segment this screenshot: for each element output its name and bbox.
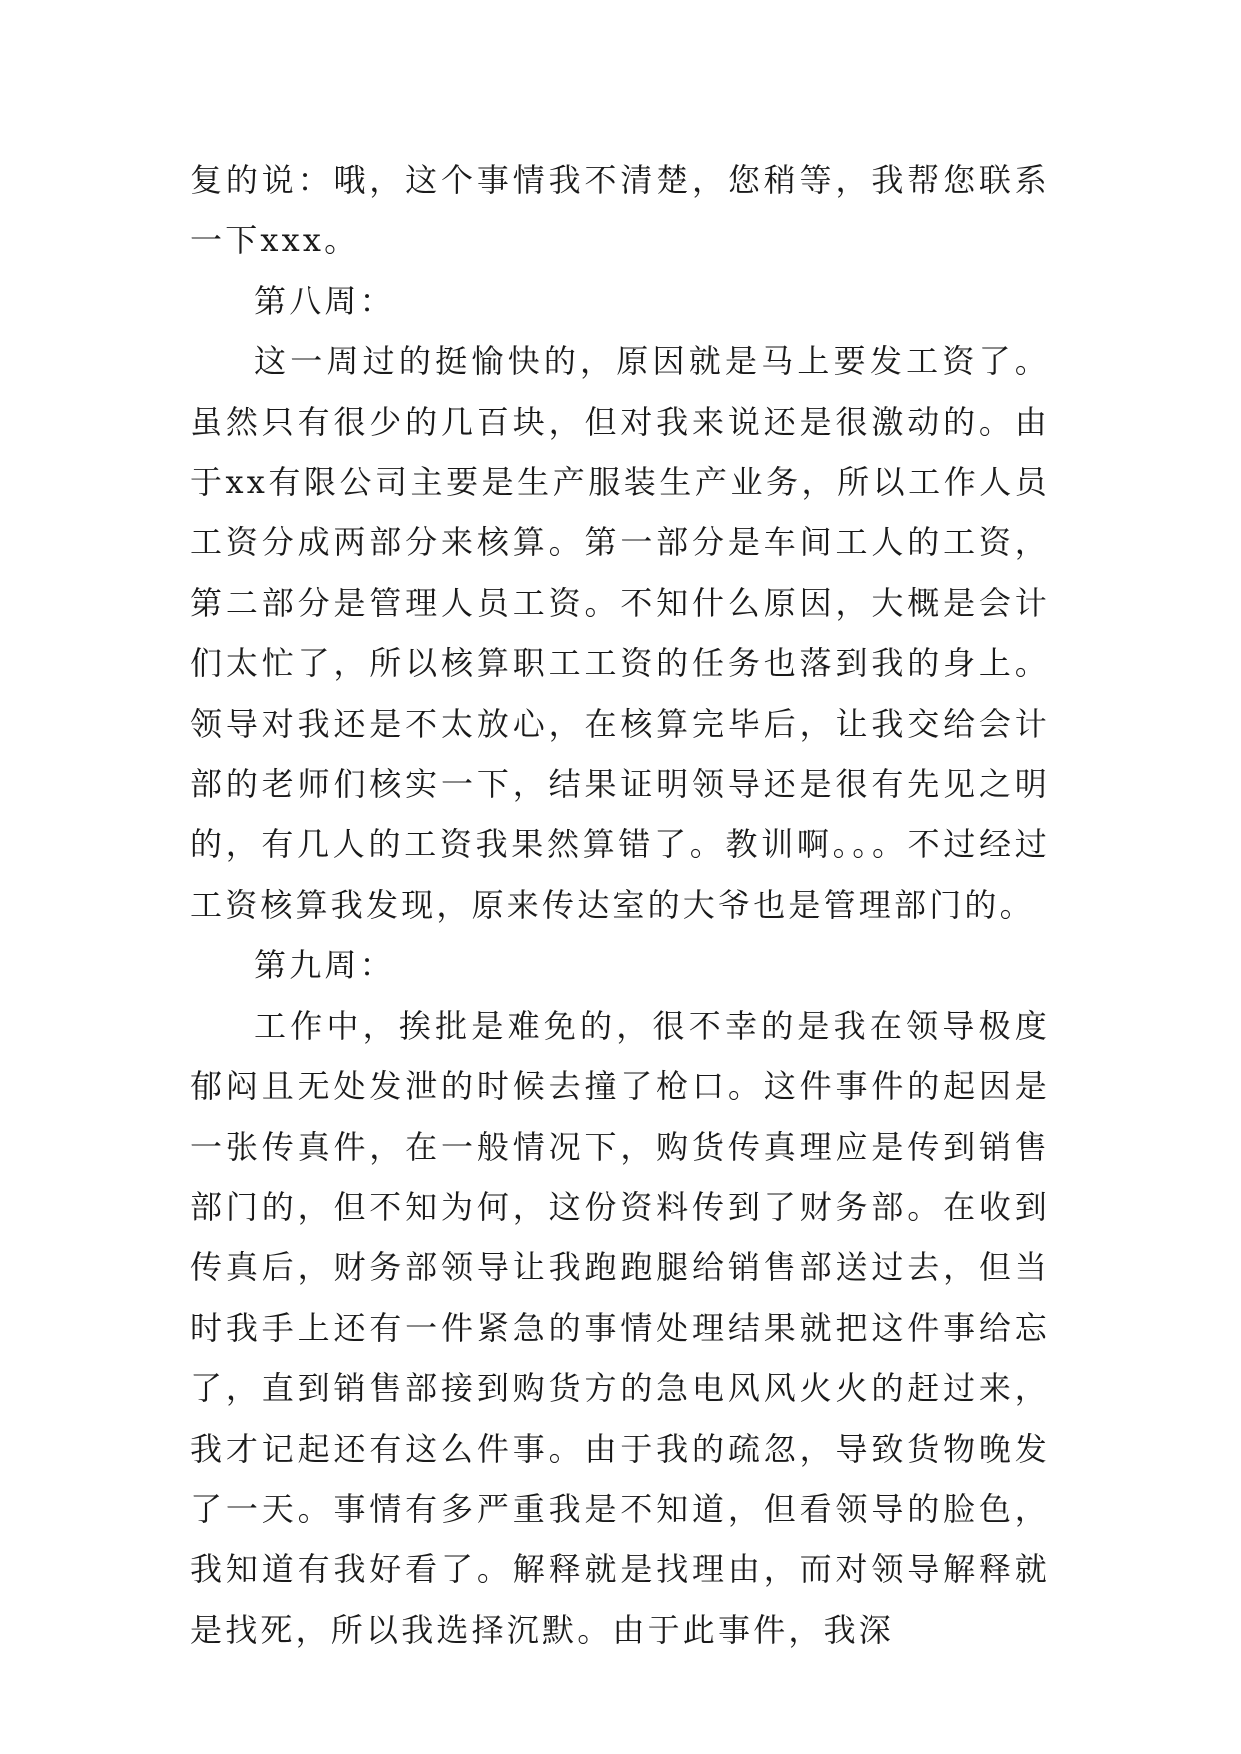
- paragraph-continuation: 复的说：哦，这个事情我不清楚，您稍等，我帮您联系一下xxx。: [190, 161, 1050, 260]
- week-eight-heading: 第八周：: [254, 281, 395, 320]
- week-eight-paragraph: 这一周过的挺愉快的，原因就是马上要发工资了。虽然只有很少的几百块，但对我来说还是很激动的。由于xx有限公司主要是生产服装生产业务，所以工作人员工资分成两部分来核算。第一部分是车间工人的工资，第二部分是管理人员工资。不知什么原因，大概是会计们太忙了，所以核算职工工资的任务也落到我的身上。领导对我还是不太放心，在核算完毕后，让我交给会计部的老师们核实一下，结果证明领导还是很有先见之明的，有几人的工资我果然算错了。教训啊。。。不过经过工资核算我发现，原来传达室的大爷也是管理部门的。: [190, 342, 1050, 924]
- week-nine-heading: 第九周：: [254, 946, 395, 985]
- document-body: [190, 150, 1050, 1660]
- week-nine-paragraph: 工作中，挨批是难免的，很不幸的是我在领导极度郁闷且无处发泄的时候去撞了枪口。这件事件的起因是一张传真件，在一般情况下，购货传真理应是传到销售部门的，但不知为何，这份资料传到了财务部。在收到传真后，财务部领导让我跑跑腿给销售部送过去，但当时我手上还有一件紧急的事情处理结果就把这件事给忘了，直到销售部接到购货方的急电风风火火的赶过来，我才记起还有这么件事。由于我的疏忽，导致货物晚发了一天。事情有多严重我是不知道，但看领导的脸色，我知道有我好看了。解释就是找理由，而对领导解释就是找死，所以我选择沉默。由于此事件，我深: [190, 1006, 1050, 1649]
